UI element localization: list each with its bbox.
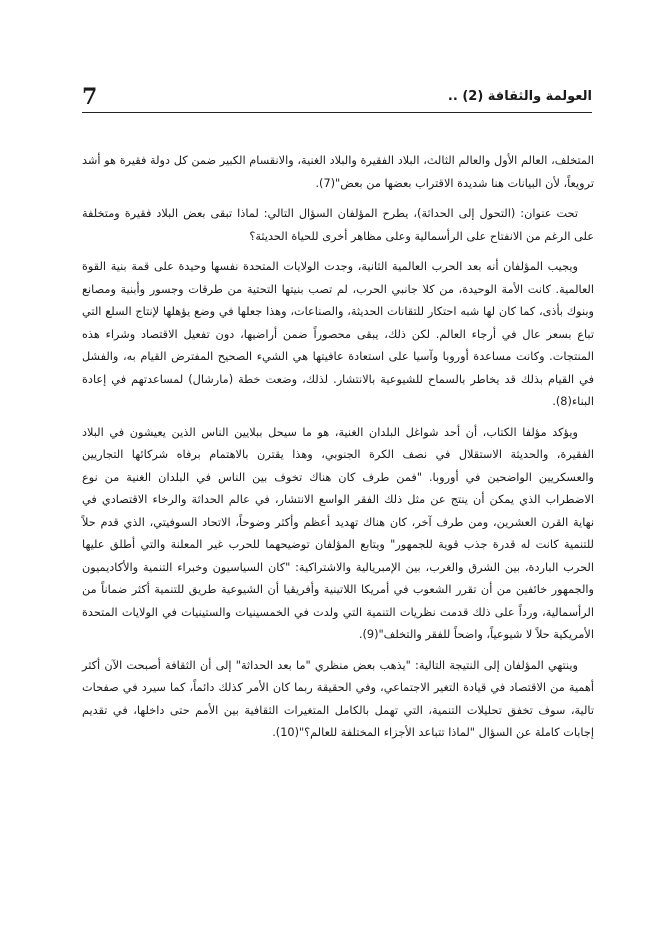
paragraph-3: ويجيب المؤلفان أنه بعد الحرب العالمية الثانية، وجدت الولايات المتحدة نفسها وحيدة على قمة بنية القوة العالمية. كانت الأمة الوحيدة، من كلا جانبي الحرب، لم تصب بنيتها التحتية من طرقات وجسور وأبنية ومصانع وبنوك بأذى، كما كان لها شبه احتكار للتقانات الحديثة، والصناعات، وهذا جعلها في وضع يؤهلها لإنتاج السلع التي تباع بسعر عال في أرجاء العالم. لكن ذلك، يبقى محصوراً ضمن أراضيها، دون تفعيل الاقتصاد وشراء هذه المنتجات. وكانت مساعدة أوروبا وآسيا على استعادة عافيتها هي الشيء الصحيح المفترض القيام به، والفشل في القيام بذلك قد يخاطر بالسماح للشيوعية بالانتشار. لذلك، وضعت خطة (مارشال) لمساعدتهم في إعادة البناء(8). [82, 260, 594, 408]
header-rule [82, 112, 592, 113]
paragraph-5: وينتهي المؤلفان إلى النتيجة التالية: "يذهب بعض منظري "ما بعد الحداثة" إلى أن الثقافة أصبحت الآن أكثر أهمية من الاقتصاد في قيادة التغير الاجتماعي، وفي الحقيقة ربما كان الأمر كذلك دائماً، كما سيرد في صفحات تالية، سوف تخفق تحليلات التنمية، التي تهمل بالكامل المتغيرات الثقافية بين الأمم حتى داخلها، في تقديم إجابات كاملة عن السؤال "لماذا تتباعد الأجزاء المختلفة للعالم؟"(10). [82, 658, 594, 739]
page-header [82, 82, 592, 112]
body-text [82, 150, 594, 753]
page-number: 7 [82, 84, 98, 110]
paragraph-2: تحت عنوان: (التحول إلى الحداثة)، يطرح المؤلفان السؤال التالي: لماذا تبقى بعض البلاد فقيرة ومتخلفة على الرغم من الانفتاح على الرأسمالية وعلى مظاهر أخرى للحياة الحديثة؟ [82, 207, 594, 243]
paragraph-1: المتخلف، العالم الأول والعالم الثالث، البلاد الفقيرة والبلاد الغنية، والانقسام الكبير ضمن كل دولة فقيرة هو أشد ترويعاً، لأن البيانات هنا شديدة الاقتراب بعضها من بعض"(7). [82, 154, 594, 190]
paragraph-4: ويؤكد مؤلفا الكتاب، أن أحد شواغل البلدان الغنية، هو ما سيحل ببلايين الناس الذين يعيشون في البلاد الفقيرة، والحديثة الاستقلال في نصف الكرة الجنوبي، وهذا يقترن بالاهتمام برفاه شركائها التجاريين والعسكريين الواضحين في أوروبا. "فمن طرف كان هناك تخوف بين الناس في البلدان الغنية من نوع الاضطراب الذي يمكن أن ينتج عن مثل ذلك الفقر الواسع الانتشار، في عالم الحداثة والرخاء الاقتصادي في نهاية القرن العشرين، ومن طرف آخر، كان هناك تهديد أعظم وأكثر وضوحاً، الاتحاد السوفيتي، الذي قدم حلاً للتنمية كانت له قدرة جذب قوية للجمهور" ويتابع المؤلفان توضيحهما للحرب غير المعلنة والتي أطلق عليها الحرب الباردة، بين الشرق والغرب، بين الإمبريالية والاشتراكية: "كان السياسيون وخبراء التنمية والأكاديميون والجمهور خائفين من أن تقرر الشعوب في أمريكا اللاتينية وأفريقيا أن الشيوعية طريق للتنمية أكثر ضماناً من الرأسمالية، ورداً على ذلك قدمت نظريات التنمية التي ولدت في الخمسينيات والستينيات في الولايات المتحدة الأمريكية حلاً لا شيوعياً، واضحاً للفقر والتخلف"(9). [82, 425, 594, 641]
running-title: العولمة والثقافة (2) .. [447, 89, 592, 104]
